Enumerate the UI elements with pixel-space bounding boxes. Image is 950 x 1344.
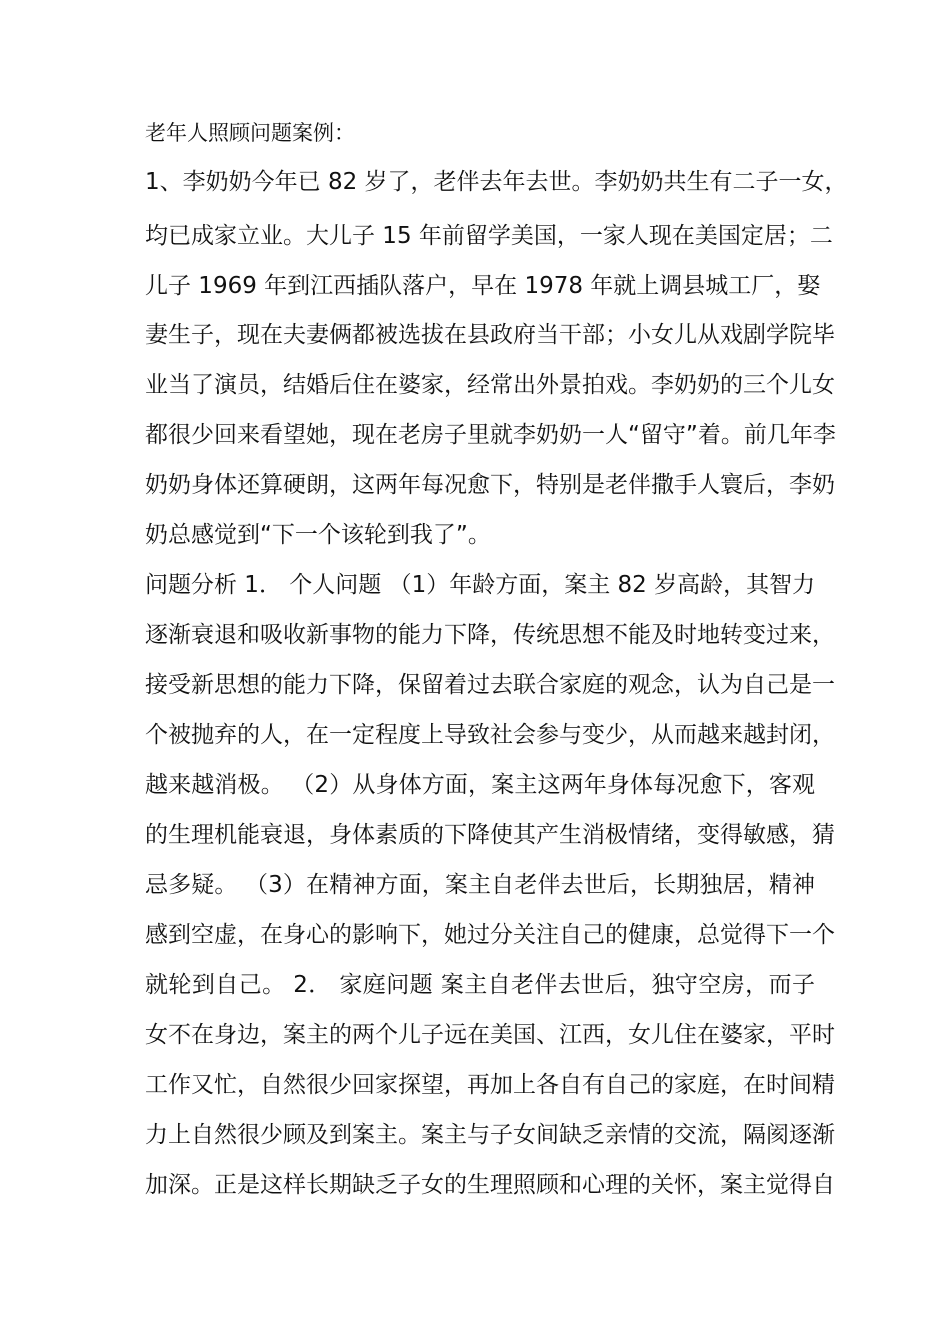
body-line: 奶总感觉到“下一个该轮到我了”。: [145, 522, 491, 548]
body-line: 逐渐衰退和吸收新事物的能力下降，传统思想不能及时地转变过来，: [145, 622, 835, 648]
body-line: 加深。正是这样长期缺乏子女的生理照顾和心理的关怀，案主觉得自: [145, 1172, 835, 1198]
body-line: 力上自然很少顾及到案主。案主与子女间缺乏亲情的交流，隔阂逐渐: [145, 1122, 835, 1148]
body-line: 接受新思想的能力下降，保留着过去联合家庭的观念，认为自己是一: [145, 672, 835, 698]
body-line: 均已成家立业。大儿子 15 年前留学美国，一家人现在美国定居；二: [145, 223, 833, 249]
body-line: 工作又忙，自然很少回家探望，再加上各自有自己的家庭，在时间精: [145, 1072, 835, 1098]
body-line: 业当了演员，结婚后住在婆家，经常出外景拍戏。李奶奶的三个儿女: [145, 372, 835, 398]
body-line: 问题分析 1． 个人问题 （1）年龄方面，案主 82 岁高龄，其智力: [145, 572, 816, 598]
body-line: 都很少回来看望她，现在老房子里就李奶奶一人“留守”着。前几年李: [145, 422, 836, 448]
body-line: 个被抛弃的人，在一定程度上导致社会参与变少，从而越来越封闭，: [145, 722, 835, 748]
body-line: 就轮到自己。 2． 家庭问题 案主自老伴去世后，独守空房，而子: [145, 972, 815, 998]
body-line: 奶奶身体还算硬朗，这两年每况愈下，特别是老伴撒手人寰后，李奶: [145, 472, 835, 498]
body-line: 1、李奶奶今年已 82 岁了，老伴去年去世。李奶奶共生有二子一女，: [145, 169, 848, 195]
body-line: 儿子 1969 年到江西插队落户，早在 1978 年就上调县城工厂，娶: [145, 273, 821, 299]
body-line: 感到空虚，在身心的影响下，她过分关注自己的健康，总觉得下一个: [145, 922, 835, 948]
body-line: 的生理机能衰退，身体素质的下降使其产生消极情绪，变得敏感，猜: [145, 822, 835, 848]
body-line: 越来越消极。 （2）从身体方面，案主这两年身体每况愈下，客观: [145, 772, 815, 798]
body-line: 女不在身边，案主的两个儿子远在美国、江西，女儿住在婆家，平时: [145, 1022, 835, 1048]
body-line: 忌多疑。 （3）在精神方面，案主自老伴去世后，长期独居，精神: [145, 872, 815, 898]
document-heading: 老年人照顾问题案例：: [145, 121, 355, 145]
body-line: 妻生子，现在夫妻俩都被选拔在县政府当干部；小女儿从戏剧学院毕: [145, 322, 835, 348]
